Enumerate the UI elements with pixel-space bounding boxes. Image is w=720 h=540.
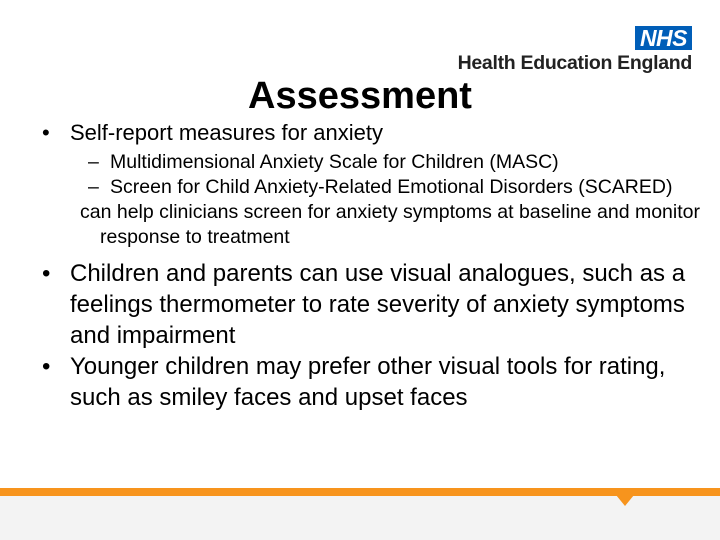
sub-item-masc bbox=[88, 150, 702, 175]
sub-list bbox=[42, 150, 702, 200]
footer-notch bbox=[616, 495, 634, 506]
sub-item-scared bbox=[88, 175, 702, 200]
bullet-continuation: can help clinicians screen for anxiety symptoms at baseline and monitor response to treatment bbox=[80, 201, 700, 248]
dash-glyph: – bbox=[88, 176, 99, 198]
bullet-younger-children bbox=[42, 351, 702, 413]
bullet-glyph: • bbox=[42, 353, 51, 380]
nhs-logo-badge: NHS bbox=[635, 26, 692, 50]
sub-item-text: Multidimensional Anxiety Scale for Children (MASC) bbox=[110, 151, 559, 173]
bullet-self-report bbox=[42, 118, 702, 147]
nhs-hee-logo bbox=[442, 26, 692, 78]
slide-title: Assessment bbox=[248, 75, 472, 117]
bullet-glyph: • bbox=[42, 260, 51, 287]
organisation-name: Health Education England bbox=[457, 52, 692, 74]
bullet-text: Younger children may prefer other visual tools for rating, such as smiley faces and upset faces bbox=[70, 353, 666, 411]
dash-glyph: – bbox=[88, 151, 99, 173]
footer-bar bbox=[0, 488, 720, 496]
bullet-text: Self-report measures for anxiety bbox=[70, 120, 384, 145]
slide-content bbox=[42, 118, 702, 413]
footer-area bbox=[0, 496, 720, 540]
bullet-glyph: • bbox=[42, 120, 50, 145]
bullet-text: Children and parents can use visual analogues, such as a feelings thermometer to rate severity of anxiety symptoms and impairment bbox=[70, 260, 686, 349]
bullet-visual-analogues bbox=[42, 258, 702, 351]
sub-item-text: Screen for Child Anxiety-Related Emotional Disorders (SCARED) bbox=[110, 176, 673, 198]
